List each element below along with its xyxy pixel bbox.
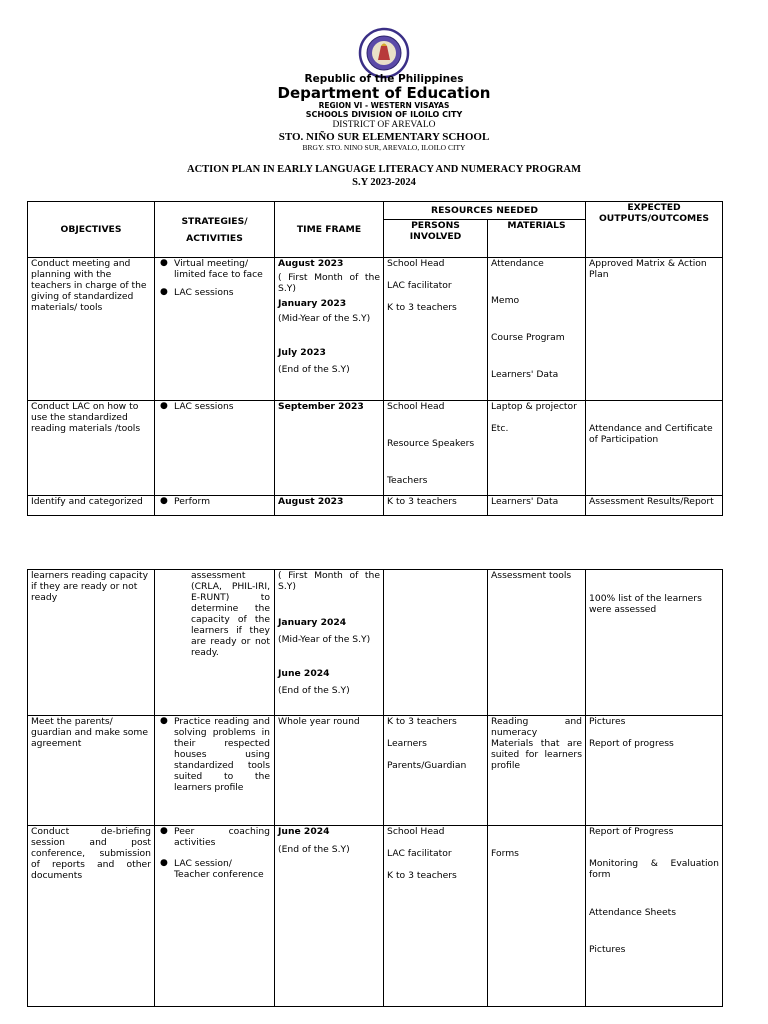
header-persons: PERSONS INVOLVED bbox=[384, 220, 488, 258]
header-division: SCHOOLS DIVISION OF ILOILO CITY bbox=[305, 110, 463, 119]
persons-cell bbox=[384, 570, 488, 716]
persons-cell: K to 3 teachers bbox=[384, 496, 488, 516]
header-objectives: OBJECTIVES bbox=[28, 202, 155, 258]
persons-cell bbox=[384, 716, 488, 826]
strategy-item: assessment (CRLA, PHIL-IRI, E-RUNT) to determine the capacity of the learners if they are ready or not ready. bbox=[191, 570, 270, 658]
output-item: Monitoring & Evaluation form bbox=[589, 858, 719, 880]
objective-cell: Meet the parents/ guardian and make some agreement bbox=[28, 716, 155, 826]
person-item: LAC facilitator bbox=[387, 848, 452, 859]
person-item: LAC facilitator bbox=[387, 280, 452, 291]
header-department: Department of Education bbox=[277, 84, 491, 102]
objective-cell: Conduct meeting and planning with the teachers in charge of the giving of standardized materials/ tools bbox=[28, 258, 155, 401]
time-frame-cell: Whole year round bbox=[275, 716, 384, 826]
material-item: Course Program bbox=[491, 332, 565, 343]
plan-title: ACTION PLAN IN EARLY LANGUAGE LITERACY AND NUMERACY PROGRAM bbox=[187, 164, 581, 175]
time-note: (Mid-Year of the S.Y) bbox=[278, 313, 371, 324]
strategy-item: ● LAC session/ Teacher conference bbox=[174, 858, 270, 880]
material-item: Attendance bbox=[491, 258, 544, 269]
time-date: June 2024 bbox=[278, 826, 330, 837]
time-note: ( First Month of the S.Y) bbox=[278, 570, 380, 592]
person-item: K to 3 teachers bbox=[387, 870, 457, 881]
outputs-cell bbox=[586, 716, 723, 826]
materials-cell: Learners' Data bbox=[488, 496, 586, 516]
table-row bbox=[28, 826, 723, 1007]
materials-cell bbox=[488, 258, 586, 401]
header-district: DISTRICT OF AREVALO bbox=[332, 120, 436, 130]
materials-cell: Assessment tools bbox=[488, 570, 586, 716]
table-row bbox=[28, 258, 723, 401]
time-note: (End of the S.Y) bbox=[278, 364, 350, 375]
strategies-cell bbox=[155, 401, 275, 496]
time-note: (End of the S.Y) bbox=[278, 844, 350, 855]
output-item: Pictures bbox=[589, 716, 626, 727]
persons-cell bbox=[384, 258, 488, 401]
time-frame-cell bbox=[275, 258, 384, 401]
table-row bbox=[28, 716, 723, 826]
time-note: ( First Month of the S.Y) bbox=[278, 272, 380, 294]
materials-cell: Forms bbox=[488, 826, 586, 1007]
header-school: STO. NIÑO SUR ELEMENTARY SCHOOL bbox=[278, 131, 490, 143]
output-item: Approved Matrix & Action Plan bbox=[589, 258, 707, 280]
time-note: (Mid-Year of the S.Y) bbox=[278, 634, 371, 645]
time-frame-cell bbox=[275, 570, 384, 716]
strategies-cell bbox=[155, 826, 275, 1007]
persons-cell bbox=[384, 401, 488, 496]
header-address: BRGY. STO. NINO SUR, AREVALO, ILOILO CITY bbox=[302, 143, 466, 152]
strategy-item: ● Perform bbox=[174, 496, 271, 507]
person-item: Teachers bbox=[387, 475, 428, 486]
deped-seal-logo bbox=[355, 27, 413, 79]
time-date: July 2023 bbox=[278, 347, 326, 358]
time-date: August 2023 bbox=[278, 258, 344, 269]
objective-cell: Conduct de-briefing session and post conference, submission of reports and other documents bbox=[28, 826, 155, 1007]
table-row bbox=[28, 570, 723, 716]
outputs-cell bbox=[586, 401, 723, 496]
time-frame-cell bbox=[275, 826, 384, 1007]
header-strategies: STRATEGIES/ ACTIVITIES bbox=[155, 202, 275, 258]
person-item: Learners bbox=[387, 738, 427, 749]
objective-cell: Conduct LAC on how to use the standardized reading materials /tools bbox=[28, 401, 155, 496]
action-plan-table bbox=[27, 201, 723, 516]
output-item: Pictures bbox=[589, 944, 626, 955]
strategy-item: ● LAC sessions bbox=[174, 287, 271, 298]
outputs-cell: Assessment Results/Report bbox=[586, 496, 723, 516]
header-resources: RESOURCES NEEDED bbox=[384, 202, 586, 220]
action-plan-table-continued bbox=[27, 569, 723, 1007]
strategies-cell bbox=[155, 570, 275, 716]
material-item: Laptop & projector bbox=[491, 401, 577, 412]
time-date: January 2024 bbox=[278, 617, 347, 628]
header-country: Republic of the Philippines bbox=[304, 73, 464, 85]
person-item: K to 3 teachers bbox=[387, 302, 457, 313]
objective-cell: Identify and categorized bbox=[28, 496, 155, 516]
time-date: August 2023 bbox=[278, 496, 344, 507]
strategies-cell bbox=[155, 258, 275, 401]
person-item: School Head bbox=[387, 826, 445, 837]
material-item: Learners' Data bbox=[491, 369, 559, 380]
output-item: Report of progress bbox=[589, 738, 674, 749]
materials-cell bbox=[488, 716, 586, 826]
time-frame-cell bbox=[275, 401, 384, 496]
strategy-item: ● Practice reading and solving problems in their respected houses using standardized tools suited to the learners profile bbox=[174, 716, 270, 793]
strategies-cell bbox=[155, 716, 275, 826]
material-item: Etc. bbox=[491, 423, 509, 434]
header-outputs: EXPECTED OUTPUTS/OUTCOMES bbox=[586, 202, 723, 258]
header-materials: MATERIALS bbox=[488, 220, 586, 258]
person-item: School Head bbox=[387, 258, 445, 269]
persons-cell bbox=[384, 826, 488, 1007]
table-row bbox=[28, 401, 723, 496]
output-item: Attendance Sheets bbox=[589, 907, 677, 918]
header-region: REGION VI - WESTERN VISAYAS bbox=[318, 101, 450, 110]
strategy-item: ● Peer coaching activities bbox=[174, 826, 270, 848]
person-item: K to 3 teachers bbox=[387, 716, 457, 727]
table-row bbox=[28, 496, 723, 516]
school-year: S.Y 2023-2024 bbox=[352, 177, 416, 188]
strategy-item: ● Virtual meeting/ limited face to face bbox=[174, 258, 271, 280]
outputs-cell bbox=[586, 258, 723, 401]
strategies-cell bbox=[155, 496, 275, 516]
time-date: September 2023 bbox=[278, 401, 364, 412]
person-item: Resource Speakers bbox=[387, 438, 475, 449]
person-item: Parents/Guardian bbox=[387, 760, 467, 771]
material-item: Memo bbox=[491, 295, 520, 306]
header-time-frame: TIME FRAME bbox=[275, 202, 384, 258]
time-frame-cell bbox=[275, 496, 384, 516]
person-item: School Head bbox=[387, 401, 445, 412]
outputs-cell bbox=[586, 826, 723, 1007]
materials-cell bbox=[488, 401, 586, 496]
material-item: Reading and numeracy Materials that are suited for learners profile bbox=[491, 716, 582, 771]
outputs-cell: 100% list of the learners were assessed bbox=[586, 570, 723, 716]
output-item: Report of Progress bbox=[589, 826, 674, 837]
output-item: Attendance and Certificate of Participation bbox=[589, 423, 713, 445]
strategy-item: ● LAC sessions bbox=[174, 401, 271, 412]
objective-cell: learners reading capacity if they are ready or not ready bbox=[28, 570, 155, 716]
time-note: (End of the S.Y) bbox=[278, 685, 350, 696]
time-date: January 2023 bbox=[278, 298, 347, 309]
time-date: June 2024 bbox=[278, 668, 330, 679]
